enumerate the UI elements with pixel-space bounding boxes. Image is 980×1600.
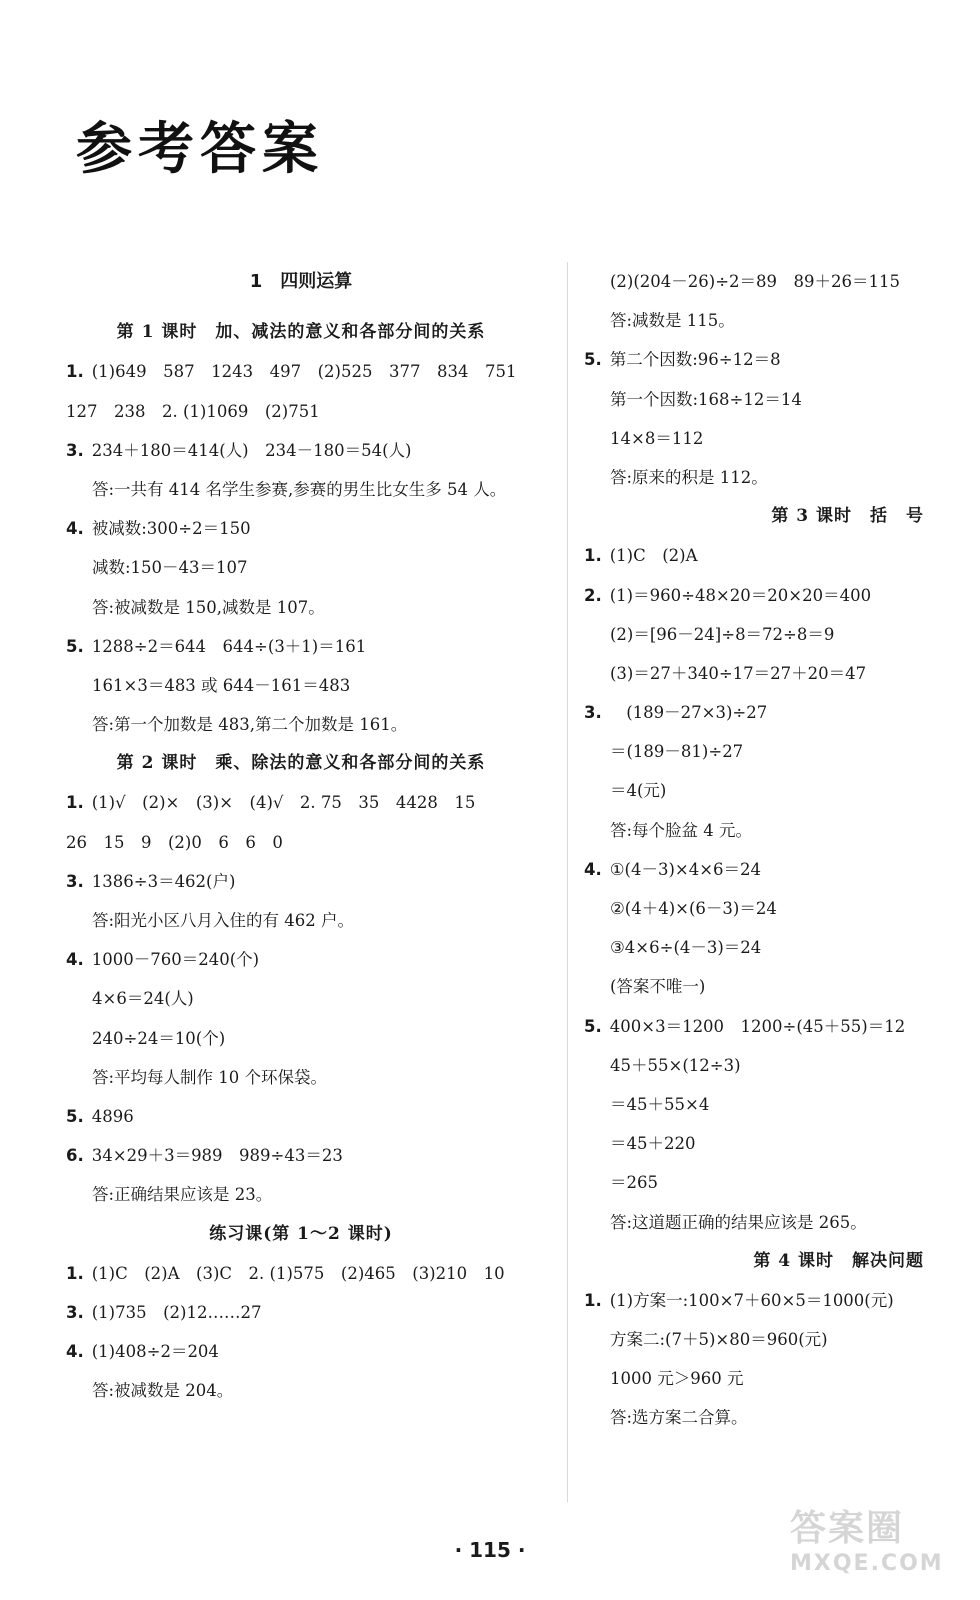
answer-text: 答:减数是 115。: [610, 311, 735, 331]
answer-text: (1)方案一:100×7＋60×5＝1000(元): [609, 1290, 894, 1310]
answer-text: (1)649 587 1243 497 (2)525 377 834 751: [91, 362, 517, 382]
answer-text: 14×8＝112: [610, 428, 704, 448]
answer-line: [66, 1136, 536, 1175]
answer-text: 第一个因数:168÷12＝14: [610, 389, 802, 409]
question-number: 5.: [66, 1106, 84, 1126]
answer-line: [584, 850, 924, 889]
answer-text: 答:被减数是 150,减数是 107。: [92, 597, 325, 617]
answer-line: [66, 1058, 536, 1097]
question-number: 4.: [584, 859, 602, 879]
answer-line: [66, 588, 536, 627]
answer-text: (2)＝[96－24]÷8＝72÷8＝9: [610, 624, 835, 644]
answer-text: ②(4＋4)×(6－3)＝24: [610, 899, 777, 918]
answer-line: [584, 1398, 924, 1437]
answer-line: [584, 693, 924, 732]
answer-line: [66, 352, 536, 391]
answer-line: [66, 783, 536, 822]
answer-line: [584, 615, 924, 654]
answer-line: [66, 666, 536, 705]
answer-text: 答:被减数是 204。: [92, 1381, 234, 1401]
answer-line: [584, 419, 924, 458]
section-heading: 1 四则运算: [249, 271, 353, 292]
answer-line: [584, 380, 924, 419]
left-column: [66, 262, 536, 1410]
answer-line: [584, 1163, 924, 1202]
answer-line: [66, 901, 536, 940]
answer-line: [66, 1097, 536, 1136]
answer-text: 34×29＋3＝989 989÷43＝23: [91, 1146, 343, 1166]
watermark-text-top: 答案圈: [790, 1508, 905, 1549]
question-number: 5.: [584, 350, 602, 370]
right-column: [584, 262, 924, 1438]
answer-line: [66, 548, 536, 587]
answer-line: [584, 1046, 924, 1085]
answer-line: [584, 1124, 924, 1163]
answer-line: [66, 940, 536, 979]
answer-line: [66, 392, 536, 431]
answer-text: 减数:150－43＝107: [92, 558, 248, 578]
question-number: 5.: [584, 1016, 602, 1036]
section-heading: 第 1 课时 加、减法的意义和各部分间的关系: [116, 322, 486, 343]
answer-text: 127 238 2. (1)1069 (2)751: [66, 401, 320, 421]
answer-text: 240÷24＝10(个): [92, 1028, 226, 1048]
answer-text: (1)408÷2＝204: [91, 1342, 219, 1362]
question-number: 1.: [66, 793, 84, 813]
page-number: · 115 ·: [454, 1538, 526, 1562]
answer-text: (1)＝960÷48×20＝20×20＝400: [609, 585, 872, 605]
question-number: 1.: [584, 1290, 602, 1310]
answer-text: 答:这道题正确的结果应该是 265。: [610, 1212, 867, 1232]
answer-line: [66, 1019, 536, 1058]
answer-line: [584, 536, 924, 575]
watermark-logo: [790, 1500, 950, 1590]
answer-line: [584, 1281, 924, 1320]
answer-line: [584, 1359, 924, 1398]
answer-text: ＝(189－81)÷27: [610, 742, 744, 762]
watermark-text-bottom: MXQE.COM: [790, 1551, 944, 1576]
section-heading: 第 4 课时 解决问题: [753, 1250, 924, 1271]
answer-text: 答:原来的积是 112。: [610, 467, 768, 487]
answer-line: [584, 967, 924, 1006]
answer-line: [66, 1371, 536, 1410]
answer-text: (1)C (2)A (3)C 2. (1)575 (2)465 (3)210 10: [91, 1263, 505, 1283]
question-number: 5.: [66, 636, 84, 656]
answer-line: [584, 889, 924, 928]
answer-text: (189－27×3)÷27: [609, 703, 768, 723]
question-number: 4.: [66, 950, 84, 970]
answer-line: [584, 1203, 924, 1242]
answer-text: 答:阳光小区八月入住的有 462 户。: [92, 911, 355, 930]
answer-text: (1)√ (2)× (3)× (4)√ 2. 75 35 4428 15: [91, 793, 476, 813]
question-number: 1.: [66, 1263, 84, 1283]
answer-text: 1288÷2＝644 644÷(3＋1)＝161: [91, 636, 367, 656]
answer-text: 45＋55×(12÷3): [610, 1055, 741, 1075]
answer-line: [584, 811, 924, 850]
answer-line: [584, 1007, 924, 1046]
answer-line: [66, 705, 536, 744]
answer-text: (1)C (2)A: [609, 546, 698, 566]
answer-text: ＝45＋55×4: [610, 1094, 710, 1114]
spacer: [66, 301, 536, 313]
question-number: 4.: [66, 1342, 84, 1362]
answer-text: ＝4(元): [610, 781, 667, 801]
column-divider: [567, 262, 568, 1502]
answer-line: [584, 262, 924, 301]
answer-line: [66, 1254, 536, 1293]
answer-text: 1000 元＞960 元: [610, 1369, 744, 1389]
question-number: 3.: [66, 1302, 84, 1322]
answer-text: 1000－760＝240(个): [91, 950, 260, 970]
answer-line: [66, 509, 536, 548]
answer-line: [66, 1293, 536, 1332]
answer-text: (1)735 (2)12……27: [91, 1302, 262, 1322]
answer-line: [584, 576, 924, 615]
answer-line: [584, 928, 924, 967]
answer-text: 方案二:(7＋5)×80＝960(元): [610, 1330, 828, 1350]
answer-line: [584, 654, 924, 693]
answer-text: 4×6＝24(人): [92, 989, 194, 1009]
answer-line: [584, 732, 924, 771]
answer-line: [66, 823, 536, 862]
answer-line: [584, 340, 924, 379]
answer-line: [66, 1332, 536, 1371]
answer-text: 第二个因数:96÷12＝8: [609, 350, 781, 370]
answer-line: [584, 771, 924, 810]
answer-line: [66, 862, 536, 901]
answer-line: [584, 458, 924, 497]
question-number: 3.: [66, 871, 84, 891]
answer-text: ＝45＋220: [610, 1134, 696, 1154]
question-number: 1.: [66, 362, 84, 382]
answer-line: [66, 431, 536, 470]
question-number: 1.: [584, 546, 602, 566]
answer-text: 答:平均每人制作 10 个环保袋。: [92, 1067, 328, 1087]
answer-line: [584, 1085, 924, 1124]
answer-text: ③4×6÷(4－3)＝24: [610, 938, 762, 958]
answer-text: 答:正确结果应该是 23。: [92, 1185, 273, 1205]
answer-text: (3)＝27＋340÷17＝27＋20＝47: [610, 663, 867, 683]
answer-text: 161×3＝483 或 644－161＝483: [92, 675, 351, 695]
question-number: 4.: [66, 519, 84, 539]
answer-line: [584, 1320, 924, 1359]
answer-line: [66, 1175, 536, 1214]
answer-line: [66, 627, 536, 666]
page-title: 参考答案: [76, 117, 324, 182]
answer-line: [66, 979, 536, 1018]
question-number: 3.: [66, 440, 84, 460]
answer-text: ①(4－3)×4×6＝24: [609, 859, 762, 879]
section-heading: 第 3 课时 括 号: [771, 506, 924, 527]
question-number: 6.: [66, 1146, 84, 1166]
answer-text: ＝265: [610, 1173, 658, 1193]
answer-text: 234＋180＝414(人) 234－180＝54(人): [91, 440, 412, 460]
answer-text: 26 15 9 (2)0 6 6 0: [66, 832, 283, 852]
answer-text: 被减数:300÷2＝150: [91, 519, 251, 539]
section-heading: 练习课(第 1～2 课时): [209, 1223, 393, 1244]
question-number: 3.: [584, 703, 602, 723]
answer-text: 答:一共有 414 名学生参赛,参赛的男生比女生多 54 人。: [92, 479, 507, 499]
answer-text: 4896: [91, 1106, 134, 1126]
answer-text: (答案不唯一): [610, 977, 706, 997]
answer-line: [584, 301, 924, 340]
question-number: 2.: [584, 585, 602, 605]
section-heading: 第 2 课时 乘、除法的意义和各部分间的关系: [116, 753, 486, 774]
answer-text: 400×3＝1200 1200÷(45＋55)＝12: [609, 1016, 906, 1036]
answer-text: 答:第一个加数是 483,第二个加数是 161。: [92, 715, 408, 735]
answer-text: 答:选方案二合算。: [610, 1408, 748, 1428]
answer-text: 答:每个脸盆 4 元。: [610, 820, 753, 840]
answer-text: (2)(204－26)÷2＝89 89＋26＝115: [610, 272, 901, 291]
answer-line: [66, 470, 536, 509]
answer-text: 1386÷3＝462(户): [91, 871, 236, 891]
